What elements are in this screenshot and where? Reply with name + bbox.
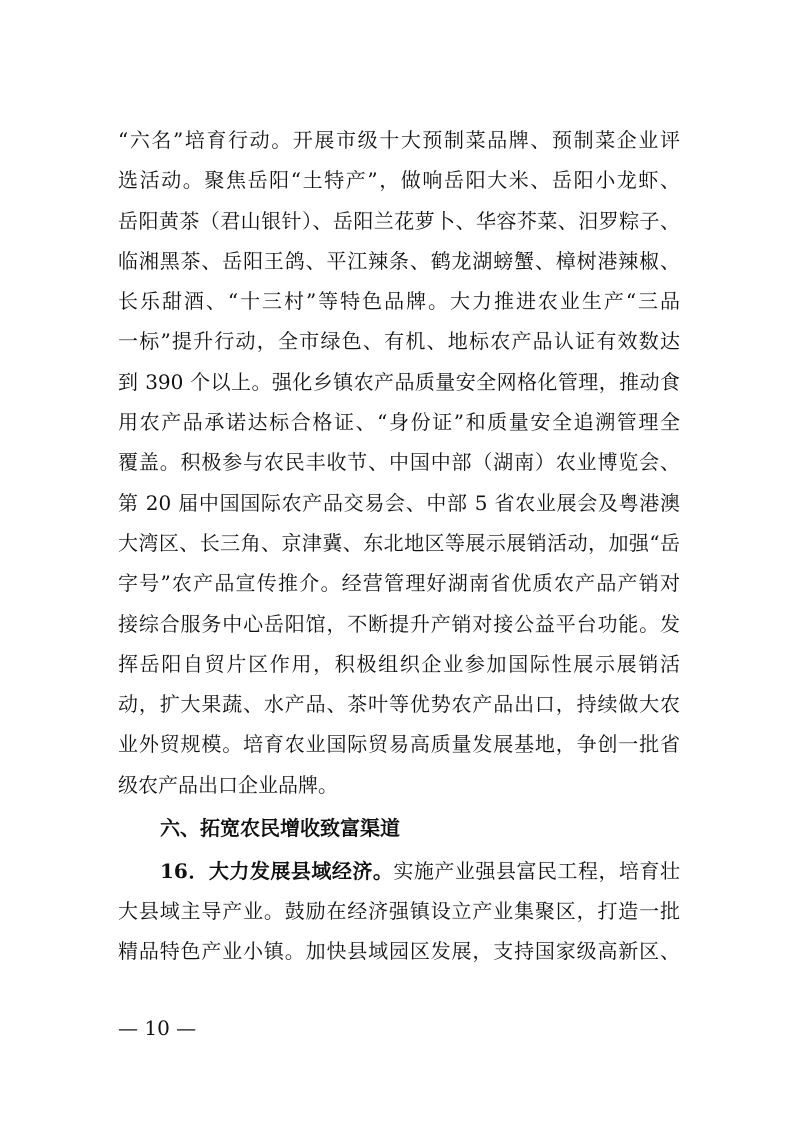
text-line bbox=[118, 851, 680, 891]
text-line: 大县域主导产业。鼓励在经济强镇设立产业集聚区，打造一批 bbox=[118, 899, 680, 924]
text-line: 大湾区、长三角、京津冀、东北地区等展示展销活动，加强“岳 bbox=[118, 530, 680, 555]
document-body bbox=[118, 120, 680, 971]
text-line: 第 20 届中国国际农产品交易会、中部 5 省农业展会及粤港澳 bbox=[118, 490, 680, 515]
text-line: 精品特色产业小镇。加快县域园区发展，支持国家级高新区、 bbox=[118, 939, 680, 964]
item-16-paragraph bbox=[118, 851, 680, 971]
text-line: 选活动。聚焦岳阳“土特产”，做响岳阳大米、岳阳小龙虾、 bbox=[118, 168, 680, 193]
item-title: 16．大力发展县域经济。 bbox=[160, 859, 394, 884]
text-line: 一标”提升行动，全市绿色、有机、地标农产品认证有效数达 bbox=[118, 329, 680, 354]
text-line: 长乐甜酒、“十三村”等特色品牌。大力推进农业生产“三品 bbox=[118, 289, 680, 314]
text-line: 临湘黑茶、岳阳王鸽、平江辣条、鹤龙湖螃蟹、樟树港辣椒、 bbox=[118, 248, 680, 273]
text-line: 用农产品承诺达标合格证、“身份证”和质量安全追溯管理全 bbox=[118, 410, 680, 435]
text-line: 挥岳阳自贸片区作用，积极组织企业参加国际性展示展销活 bbox=[118, 651, 680, 676]
text-line: 到 390 个以上。强化乡镇农产品质量安全网格化管理，推动食 bbox=[118, 369, 680, 394]
item-text: 实施产业强县富民工程，培育壮 bbox=[393, 859, 680, 884]
text-line: 业外贸规模。培育农业国际贸易高质量发展基地，争创一批省 bbox=[118, 732, 680, 757]
section-heading: 六、拓宽农民增收致富渠道 bbox=[160, 816, 400, 841]
text-line: 级农产品出口企业品牌。 bbox=[118, 772, 338, 797]
text-line: 覆盖。积极参与农民丰收节、中国中部（湖南）农业博览会、 bbox=[118, 450, 680, 475]
text-line: 字号”农产品宣传推介。经营管理好湖南省优质农产品产销对 bbox=[118, 571, 680, 596]
text-line: 岳阳黄茶（君山银针）、岳阳兰花萝卜、华容芥菜、汨罗粽子、 bbox=[118, 208, 680, 233]
page-number: — 10 — bbox=[118, 1016, 197, 1040]
text-line: 动，扩大果蔬、水产品、茶叶等优势农产品出口，持续做大农 bbox=[118, 692, 680, 717]
text-line: 接综合服务中心岳阳馆，不断提升产销对接公益平台功能。发 bbox=[118, 611, 680, 636]
paragraph bbox=[118, 120, 680, 805]
text-line: “六名”培育行动。开展市级十大预制菜品牌、预制菜企业评 bbox=[118, 128, 680, 152]
